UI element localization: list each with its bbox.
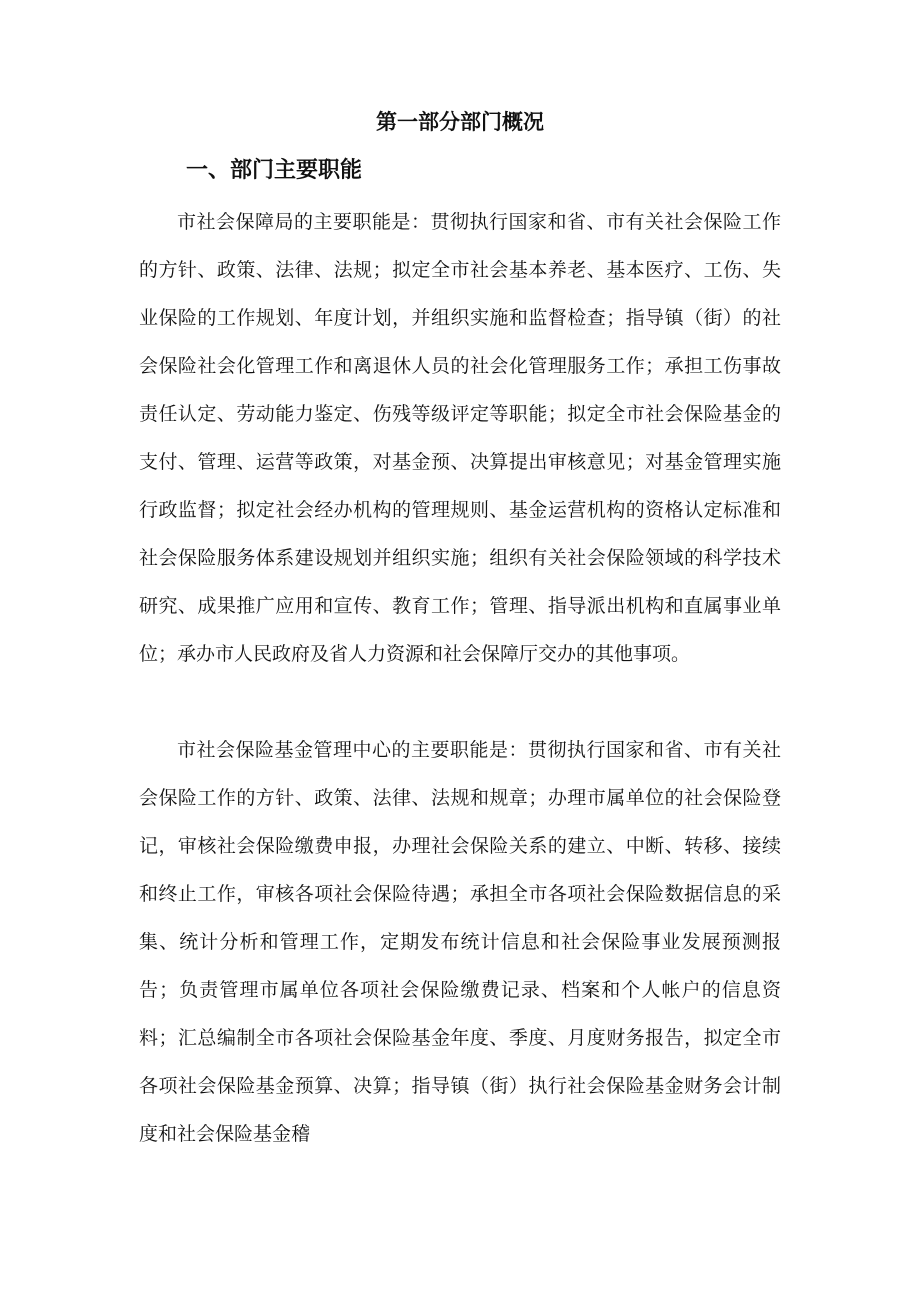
body-paragraph-1: 市社会保障局的主要职能是：贯彻执行国家和省、市有关社会保险工作的方针、政策、法律、法规；拟定全市社会基本养老、基本医疗、工伤、失业保险的工作规划、年度计划，并组织实施和监督检查；指导镇（街）的社会保险社会化管理工作和离退休人员的社会化管理服务工作；承担工伤事故责任认定、劳动能力鉴定、伤残等级评定等职能；拟定全市社会保险基金的支付、管理、运营等政策，对基金预、决算提出审核意见；对基金管理实施行政监督；拟定社会经办机构的管理规则、基金运营机构的资格认定标准和社会保险服务体系建设规划并组织实施；组织有关社会保险领域的科学技术研究、成果推广应用和宣传、教育工作；管理、指导派出机构和直属事业单位；承办市人民政府及省人力资源和社会保障厅交办的其他事项。 (139, 211, 781, 665)
body-paragraph-2: 市社会保险基金管理中心的主要职能是：贯彻执行国家和省、市有关社会保险工作的方针、政策、法律、法规和规章；办理市属单位的社会保险登记，审核社会保险缴费申报，办理社会保险关系的建立、中断、转移、接续和终止工作，审核各项社会保险待遇；承担全市各项社会保险数据信息的采集、统计分析和管理工作，定期发布统计信息和社会保险事业发展预测报告；负责管理市属单位各项社会保险缴费记录、档案和个人帐户的信息资料；汇总编制全市各项社会保险基金年度、季度、月度财务报告，拟定全市各项社会保险基金预算、决算；指导镇（街）执行社会保险基金财务会计制度和社会保险基金稽 (139, 739, 781, 1145)
section-heading: 一、部门主要职能 (186, 158, 363, 183)
document-title: 第一部分部门概况 (376, 110, 544, 134)
